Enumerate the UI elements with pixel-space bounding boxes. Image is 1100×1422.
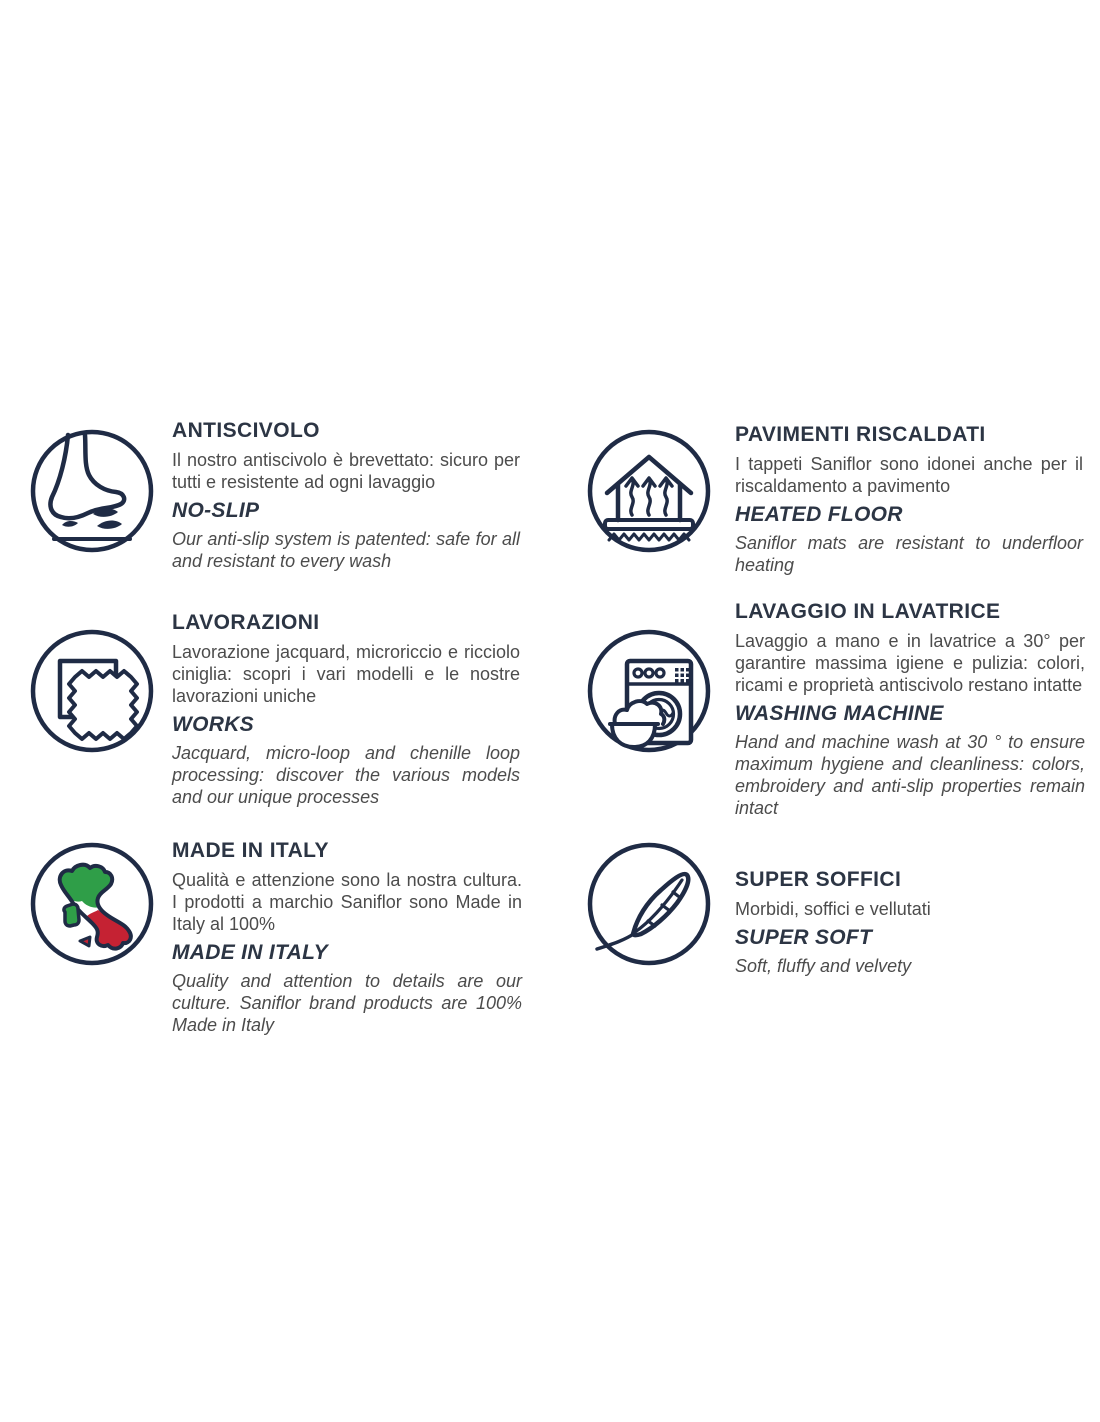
feature-title-en: HEATED FLOOR	[735, 503, 903, 526]
feather-icon	[585, 840, 713, 968]
fabric-swatch-icon	[28, 627, 156, 755]
heated-floor-icon	[585, 427, 713, 555]
feature-desc-en: Soft, fluffy and velvety	[735, 956, 912, 976]
no-slip-foot-icon	[28, 427, 156, 555]
feature-title-it: SUPER SOFFICI	[735, 868, 902, 891]
feature-desc-en: Jacquard, micro-loop and chenille loop processing: discover the various models and our unique processes	[172, 743, 520, 807]
feature-title-it: LAVORAZIONI	[172, 611, 320, 634]
feature-title-en: WASHING MACHINE	[735, 702, 944, 725]
feature-title-it: PAVIMENTI RISCALDATI	[735, 423, 986, 446]
feature-desc-en: Our anti-slip system is patented: safe for all and resistant to every wash	[172, 529, 520, 571]
italy-map-icon	[28, 840, 156, 968]
feature-desc-it: Lavaggio a mano e in lavatrice a 30° per garantire massima igiene e pulizia: colori, ricami e proprietà antiscivolo restano intatte	[735, 631, 1085, 695]
feature-desc-it: Morbidi, soffici e vellutati	[735, 899, 931, 919]
washing-machine-icon	[585, 627, 713, 755]
feature-title-en: NO-SLIP	[172, 499, 260, 522]
feature-title-it: ANTISCIVOLO	[172, 419, 320, 442]
feature-title-it: LAVAGGIO IN LAVATRICE	[735, 600, 1001, 623]
feature-title-en: WORKS	[172, 713, 254, 736]
feature-desc-en: Saniflor mats are resistant to underfloor heating	[735, 533, 1083, 575]
feature-desc-en: Hand and machine wash at 30 ° to ensure maximum hygiene and cleanliness: colors, embroidery and anti-slip properties remain intact	[735, 732, 1085, 818]
feature-title-en: MADE IN ITALY	[172, 941, 328, 964]
feature-desc-it: Il nostro antiscivolo è brevettato: sicuro per tutti e resistente ad ogni lavaggio	[172, 450, 520, 492]
feature-desc-it: Lavorazione jacquard, microriccio e ricciolo ciniglia: scopri i vari modelli e le nostre lavorazioni uniche	[172, 642, 520, 706]
feature-title-en: SUPER SOFT	[735, 926, 873, 949]
feature-desc-it: I tappeti Saniflor sono idonei anche per il riscaldamento a pavimento	[735, 454, 1083, 496]
feature-desc-it: Qualità e attenzione sono la nostra cultura. I prodotti a marchio Saniflor sono Made in Italy al 100%	[172, 870, 522, 934]
feature-title-it: MADE IN ITALY	[172, 839, 329, 862]
feature-desc-en: Quality and attention to details are our culture. Saniflor brand products are 100% Made in Italy	[172, 971, 522, 1035]
